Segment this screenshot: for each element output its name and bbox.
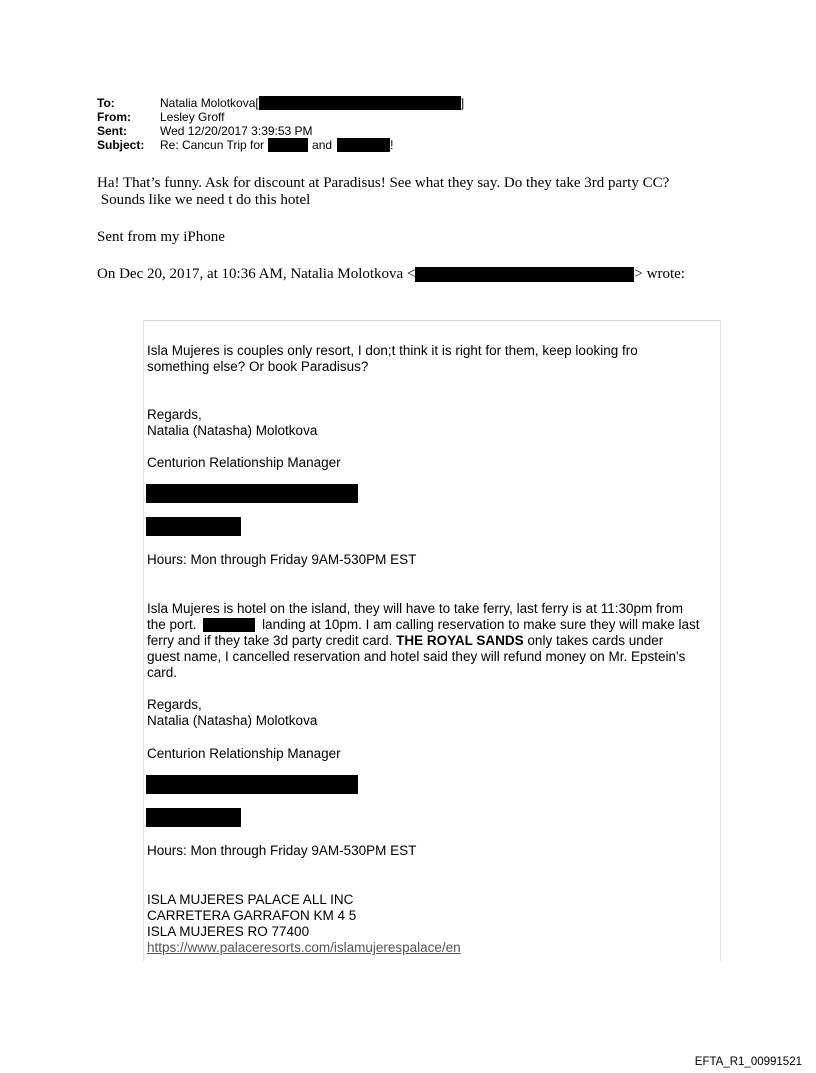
hotel-website-link[interactable]: https://www.palaceresorts.com/islamujerespalace/en: [147, 940, 461, 955]
quoted-line: guest name, I cancelled reservation and hotel said they will refund money on Mr. Epstein's: [147, 649, 686, 664]
from-value: Lesley Groff: [160, 110, 225, 124]
signature-block-2: [147, 697, 715, 729]
quote-intro-prefix: On Dec 20, 2017, at 10:36 AM, Natalia Molotkova <: [97, 266, 416, 282]
redaction-bar: [146, 775, 358, 794]
quoted-text: only takes cards under: [523, 633, 664, 648]
quoted-text: the port.: [147, 617, 197, 632]
redaction-bar: [203, 618, 255, 632]
sent-label: Sent:: [97, 124, 127, 138]
redaction-bar: [337, 138, 390, 152]
quoted-line: card.: [147, 665, 178, 680]
quoted-message-2: [147, 601, 715, 681]
subject-label: Subject:: [97, 138, 145, 152]
subject-prefix: Re: Cancun Trip for: [160, 138, 265, 152]
hotel-address: [147, 892, 715, 956]
regards-text: Regards,: [147, 407, 202, 422]
to-label: To:: [97, 96, 115, 110]
address-line: ISLA MUJERES RO 77400: [147, 924, 310, 939]
sender-name: Natalia (Natasha) Molotkova: [147, 713, 318, 728]
redaction-bar: [259, 96, 461, 110]
reply-signature: Sent from my iPhone: [97, 229, 225, 245]
quoted-line: Isla Mujeres is hotel on the island, they will have to take ferry, last ferry is at 11:30pm from: [147, 601, 683, 616]
hours-text: Hours: Mon through Friday 9AM-530PM EST: [147, 843, 417, 858]
subject-end: !: [390, 138, 394, 152]
quoted-line: Isla Mujeres is couples only resort, I don;t think it is right for them, keep looking fro: [147, 343, 638, 358]
hours-text: Hours: Mon through Friday 9AM-530PM EST: [147, 552, 417, 567]
email-header: [97, 96, 464, 152]
redaction-bar: [268, 138, 308, 152]
regards-text: Regards,: [147, 697, 202, 712]
document-id: EFTA_R1_00991521: [694, 1056, 802, 1068]
quoted-message-1: [147, 343, 715, 375]
redaction-bar: [146, 484, 358, 503]
redaction-bar: [415, 267, 634, 282]
to-value: Natalia Molotkova[: [160, 96, 259, 110]
from-label: From:: [97, 110, 131, 124]
from-row: [97, 110, 464, 124]
hotel-name-bold: THE ROYAL SANDS: [396, 633, 524, 648]
to-row: [97, 96, 464, 110]
redaction-bar: [146, 808, 241, 827]
address-line: CARRETERA GARRAFON KM 4 5: [147, 908, 357, 923]
sent-row: [97, 124, 464, 138]
quoted-line: [147, 633, 715, 649]
signature-block-1: [147, 407, 715, 439]
quoted-line: something else? Or book Paradisus?: [147, 359, 369, 374]
sender-role: Centurion Relationship Manager: [147, 746, 341, 761]
address-line: ISLA MUJERES PALACE ALL INC: [147, 892, 354, 907]
quoted-line: [147, 617, 715, 633]
sender-role: Centurion Relationship Manager: [147, 455, 341, 470]
redaction-bar: [146, 517, 241, 536]
subject-row: [97, 138, 464, 152]
subject-and: and: [312, 138, 333, 152]
sender-name: Natalia (Natasha) Molotkova: [147, 423, 318, 438]
reply-body: [97, 175, 737, 209]
to-close: ]: [460, 96, 465, 110]
sent-value: Wed 12/20/2017 3:39:53 PM: [160, 124, 313, 138]
quote-intro: [97, 266, 737, 283]
quote-intro-suffix: > wrote:: [634, 266, 685, 282]
quoted-text: ferry and if they take 3d party credit card.: [147, 633, 393, 648]
reply-line-2: Sounds like we need t do this hotel: [97, 192, 311, 208]
quoted-text: landing at 10pm. I am calling reservation to make sure they will make last: [262, 617, 700, 632]
reply-line-1: Ha! That’s funny. Ask for discount at Paradisus! See what they say. Do they take 3rd party CC?: [97, 175, 670, 191]
